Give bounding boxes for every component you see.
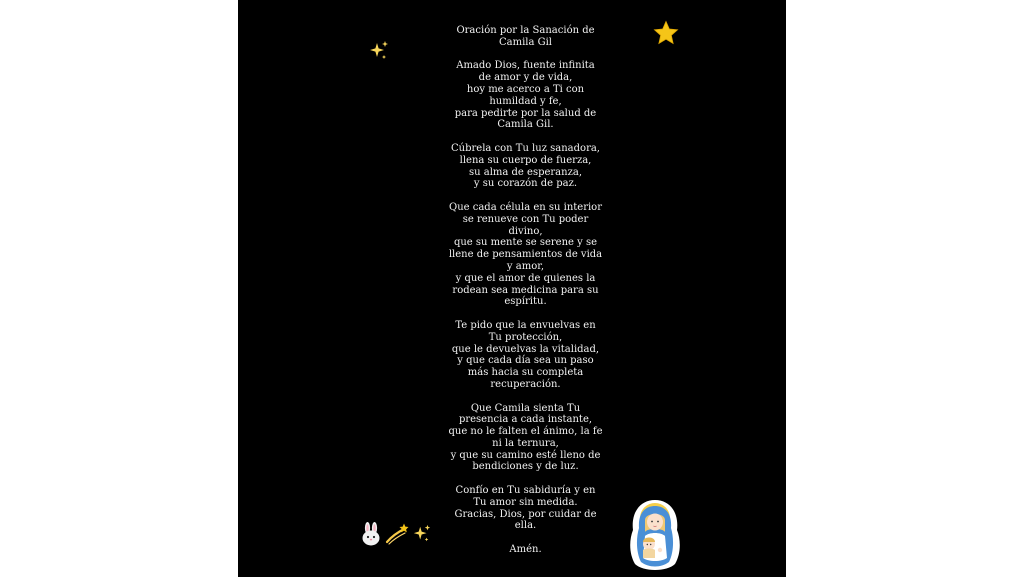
prayer-line: Confío en Tu sabiduría y en [455, 485, 596, 497]
prayer-line: se renueve con Tu poder [462, 213, 589, 225]
story-frame [238, 0, 786, 577]
prayer-title-line: Camila Gil [498, 36, 553, 48]
star-icon [653, 20, 679, 46]
emoji-stickers [360, 522, 432, 548]
prayer-line: y que el amor de quienes la [455, 272, 596, 284]
prayer-line: y que su camino esté lleno de [450, 449, 601, 461]
prayer-line: ni la ternura, [492, 437, 559, 449]
prayer-line: más hacia su completa [467, 367, 584, 379]
prayer-line: ella. [514, 520, 537, 532]
prayer-line: Tu amor sin medida. [473, 496, 578, 508]
prayer-stanza [448, 320, 603, 391]
prayer-stanza [448, 60, 603, 131]
prayer-line: Amén. [509, 544, 542, 556]
prayer-stanza [448, 403, 603, 474]
prayer-line: Cúbrela con Tu luz sanadora, [451, 142, 600, 154]
prayer-line: Amado Dios, fuente infinita [456, 60, 595, 72]
prayer-line: Gracias, Dios, por cuidar de [454, 508, 597, 520]
prayer-line: que le devuelvas la vitalidad, [451, 343, 600, 355]
rabbit-icon [360, 522, 382, 549]
prayer-line: bendiciones y de luz. [472, 461, 579, 473]
prayer-line: llena su cuerpo de fuerza, [459, 154, 592, 166]
prayer-text [448, 25, 603, 568]
sparkles-icon [412, 523, 432, 548]
prayer-line: su alma de esperanza, [469, 166, 582, 178]
prayer-line: Que cada célula en su interior [449, 201, 602, 213]
virgin-mary-sticker [623, 498, 687, 572]
prayer-amen [448, 544, 603, 556]
prayer-line: Te pido que la envuelvas en [455, 319, 596, 331]
dizzy-star-icon [384, 522, 410, 549]
prayer-stanza [448, 202, 603, 308]
prayer-title-line: Oración por la Sanación de [456, 25, 595, 36]
prayer-stanza [448, 485, 603, 532]
prayer-line: recuperación. [490, 378, 561, 390]
prayer-line: hoy me acerco a Ti con [466, 83, 585, 95]
prayer-line: Tu protección, [488, 331, 563, 343]
prayer-stanza [448, 143, 603, 190]
prayer-line: presencia a cada instante, [458, 414, 593, 426]
prayer-line: rodean sea medicina para su [452, 284, 599, 296]
prayer-line: llene de pensamientos de vida [448, 249, 603, 261]
prayer-line: que su mente se serene y se [453, 237, 598, 249]
sparkles-icon [368, 40, 390, 62]
prayer-line: para pedirte por la salud de [454, 107, 597, 119]
prayer-line: y que cada día sea un paso [457, 355, 594, 367]
prayer-line: Camila Gil. [497, 119, 554, 131]
prayer-line: Que Camila sienta Tu [470, 402, 581, 414]
prayer-line: y amor, [506, 260, 545, 272]
prayer-line: que no le falten el ánimo, la fe [448, 426, 603, 438]
prayer-line: y su corazón de paz. [473, 178, 578, 190]
prayer-line: divino, [508, 225, 543, 237]
prayer-line: humildad y fe, [489, 95, 562, 107]
prayer-line: espíritu. [504, 296, 547, 308]
prayer-line: de amor y de vida, [478, 72, 573, 84]
prayer-title [448, 25, 603, 49]
